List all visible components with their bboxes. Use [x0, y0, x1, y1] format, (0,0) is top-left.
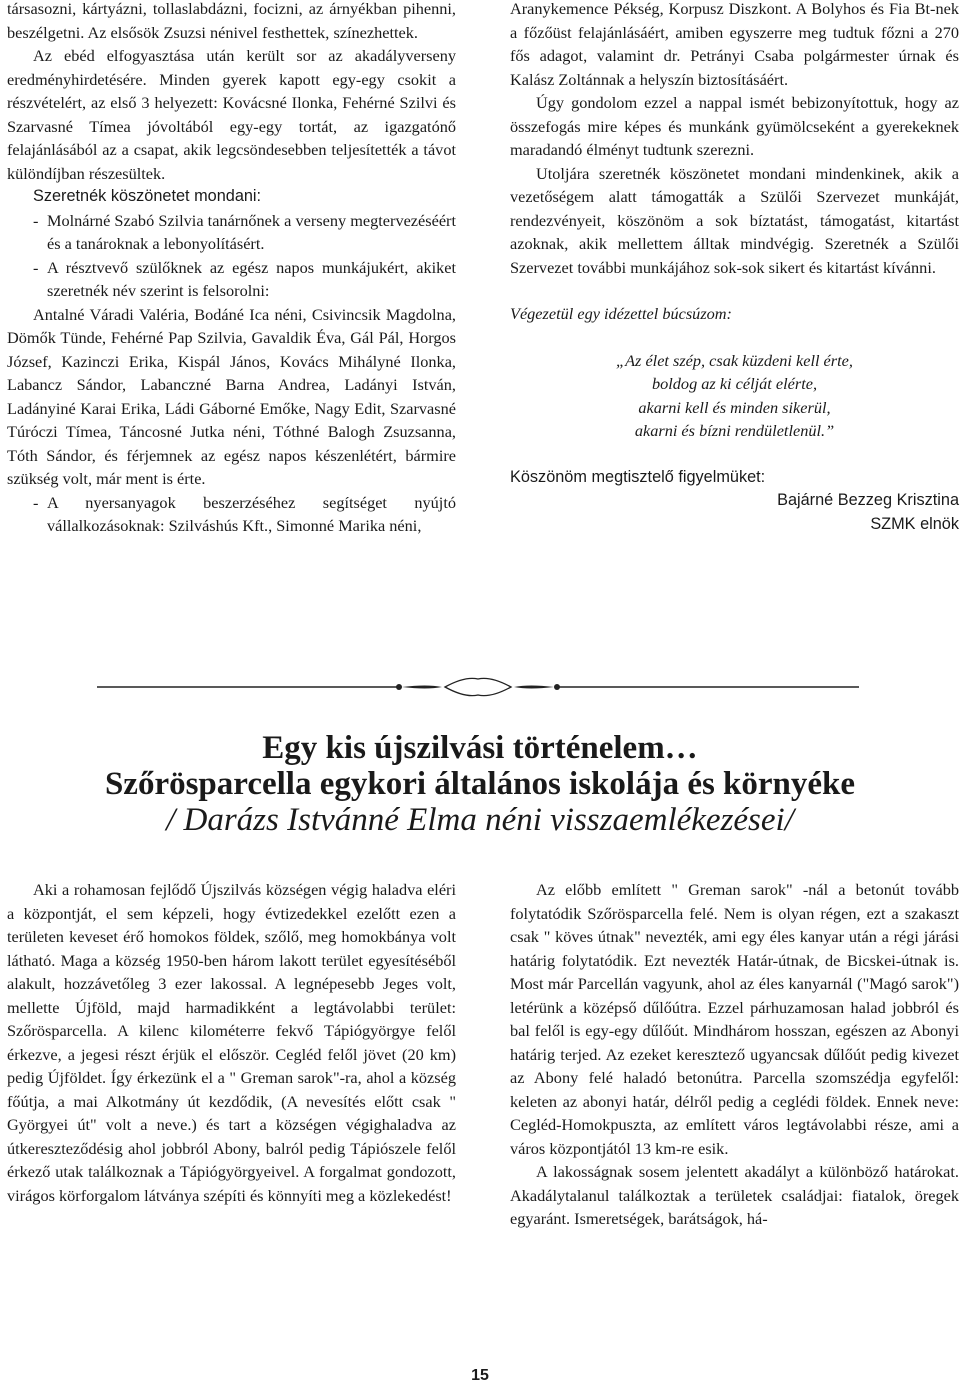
- paragraph: Utoljára szeretnék köszönetet mondani mindenkinek, akik a vezetőségem alatt támogatták a Szülői Szervezet munkáját, rendezvényeit, köszönöm a sok bíztatást, támogatást, kitartást azoknak, akik mellettem álltak mindvégig. Szeretnék a Szülői Szervezet további munkájához sok-sok sikert és kitartást kívánni.: [510, 163, 959, 277]
- paragraph: társasozni, kártyázni, tollaslabdázni, focizni, az árnyékban pihenni, beszélgetni. Az elsősök Zsuzsi nénivel festhettek, színezhettek.: [7, 0, 456, 42]
- paragraph: A lakosságnak sosem jelentett akadályt a különböző határokat. Akadálytalanul találkoztak a területek családjai: fiatalok, öregek egyaránt. Ismeretségek, barátságok, há-: [510, 1162, 959, 1228]
- quote-intro: Végezetül egy idézettel búcsúzom:: [510, 304, 732, 323]
- signature-name: Bajárné Bezzeg Krisztina: [777, 491, 959, 509]
- paragraph: Az ebéd elfogyasztása után került sor az akadályverseny eredményhirdetésére. Minden gyerek kapott egy-egy csokit a részvételért, az első 3 helyezett: Kovácsné Ilonka, Fehérné Szilvi és Szarvasné Tímea jóvoltából egy-egy tortát, az igazgatónő felajánlásából az a csapat, akik legcsöndesebben teljesítették a távot különdíjban részesültek.: [7, 46, 456, 183]
- thanks-intro: Szeretnék köszönetet mondani:: [33, 187, 262, 205]
- thanks-item-text: Molnárné Szabó Szilvia tanárnőnek a verseny megtervezéséért és a tanároknak a lebonyolításért.: [47, 210, 456, 253]
- paragraph: Az előbb említett " Greman sarok" -nál a betonút tovább folytatódik Szőrösparcella felé. Nem is olyan régen, ezt a szakaszt csak " köves útnak" nevezték, ami egy éles kanyar után a régi járási határig folytatódik. Ezt nevezték Határ-útnak, de Bicskei-útnak is. Most már Parcellán vagyunk, ahol az éles kanyarnál ("Magó sarok") letérünk a középső dűlőútra. Ezzel párhuzamosan halad jobbról és bal felől is egy-egy dűlőút. Mindhárom hosszan, egészen az Abonyi határig terjed. Az ezeket keresztező ugyancsak dűlőút pedig kivezet az Abony felé haladó betonútra. Parcella szomszédja egyfelől: keleten az abonyi határ, délről pedig a ceglédi földek. Ennek neve: Cegléd-Homokpuszta, az említett város legtávolabbi része, ami a város központjától 13 km-re esik.: [510, 880, 959, 1158]
- thanks-item: [7, 491, 456, 538]
- article-subtitle: Szőrösparcella egykori általános iskolája és környéke: [104, 766, 856, 802]
- thanks-item-text: A nyersanyagok beszerzéséhez segítséget nyújtó vállalkozásoknak: Szilváshús Kft., Simonné Marika néni,: [47, 492, 456, 535]
- article-column-top-right: [510, 0, 959, 536]
- closing-thanks: Köszönöm megtisztelő figyelmüket:: [510, 467, 766, 486]
- thanks-item-text: A résztvevő szülőknek az egész napos munkájukért, akiket szeretnék név szerint is felsorolni:: [47, 257, 456, 300]
- thanks-item: [7, 209, 456, 256]
- article-heading: [0, 730, 960, 838]
- ornament-divider: [97, 672, 859, 702]
- article-title: Egy kis újszilvási történelem…: [262, 730, 698, 766]
- paragraph: Úgy gondolom ezzel a nappal ismét bebizonyítottuk, hogy az összefogás mire képes és munkánk gyümölcseként a gyerekeknek maradandó élményt tudtunk szerezni.: [510, 93, 959, 159]
- thanks-item: [7, 256, 456, 303]
- dash-bullet: -: [33, 257, 39, 277]
- quote-line: akarni és bízni rendületlenül.”: [634, 421, 835, 440]
- quote-line: boldog az ki célját elérte,: [651, 374, 818, 393]
- article-column-bottom-right: [510, 878, 959, 1231]
- dash-bullet: -: [33, 492, 39, 512]
- parent-names: Antalné Váradi Valéria, Bodáné Ica néni, Csivincsik Magdolna, Dömők Tünde, Fehérné Pap Szilvia, Gavaldik Éva, Gál Pál, Horgos József, Kazinczi Erika, Kispál János, Kovács Mihályné Ilonka, Labancz Sándor, Labanczné Barna Andrea, Ladányi István, Ladányiné Karai Erika, Ládi Gáborné Emőke, Nagy Edit, Szarvasné Túróczi Tímea, Táncosné Jutka néni, Tóthné Balogh Zsuzsanna, Tóth Sándor, és férjemnek az egész napos készenlétért, bármire szükség volt, már ment is érte.: [7, 304, 456, 488]
- article-byline: / Darázs Istvánné Elma néni visszaemlékezései/: [166, 802, 794, 838]
- quote-line: „Az élet szép, csak küzdeni kell érte,: [616, 350, 853, 370]
- page-number: 15: [471, 1367, 489, 1384]
- signature-title: SZMK elnök: [870, 514, 959, 533]
- quote-block: [510, 349, 959, 443]
- article-column-top-left: [7, 0, 456, 538]
- paragraph: Aranykemence Pékség, Korpusz Diszkont. A Bolyhos és Fia Bt-nek a főzőüst felajánlásáért, amiben egyszerre meg tudtuk főzni a 270 fős adagot, valamint dr. Petrányi Csaba polgármester úrnak és Kalász Zoltánnak a helyszín biztosításáért.: [510, 0, 959, 89]
- dash-bullet: -: [33, 210, 39, 230]
- quote-line: akarni kell és minden sikerül,: [638, 397, 831, 417]
- article-column-bottom-left: [7, 878, 456, 1207]
- paragraph: Aki a rohamosan fejlődő Újszilvás községen végig haladva eléri a központját, el sem képzeli, hogy évtizedekkel ezelőtt ezen a területen keveset érő homokos földek, szőlő, meg homokbánya volt látható. Maga a község 1950-ben három lakott terület egyesítéséből alakult, hozzávetőleg 3 ezer lakossal. A legnépesebb Jeges volt, mellette Újföld, majd harmadikként a legtávolabbi terület: Szőrösparcella. A kilenc kilométerre fekvő Tápiógyörgye felől érkezve, a jegesi részt érjük el először. Cegléd felől jövet (20 km) pedig Újföldet. Így érkezünk el a " Greman sarok"-ra, ahol a község főútja, a mai Alkotmány út kezdődik, (A nevesítés előtt csak " Györgyei út" volt a neve.) és tart a községen végighaladva az útkereszteződésig ahol jobbról Abony, balról pedig Tápiószele felől érkező utak találkoznak a Tápiógyörgyeivel. A forgalmat gondozott, virágos körforgalom látványa szépíti és könnyíti meg a közlekedést!: [7, 880, 456, 1205]
